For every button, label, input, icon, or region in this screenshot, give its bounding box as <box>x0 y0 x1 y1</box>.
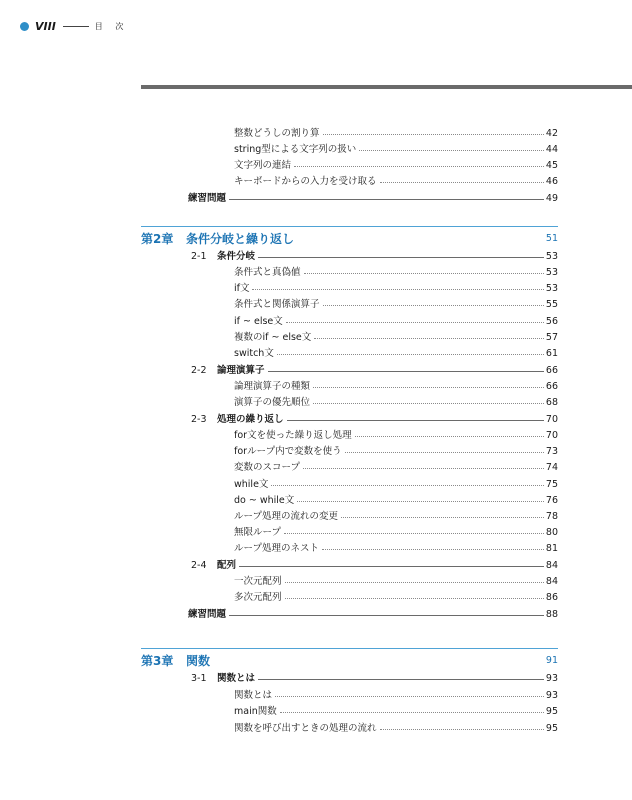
header-title: 目 次 <box>94 21 129 31</box>
toc-item[interactable]: 条件式と関係演算子 55 <box>234 299 558 310</box>
toc-section[interactable]: 2-1 条件分岐 53 <box>191 251 558 262</box>
toc-item[interactable]: 整数どうしの割り算 42 <box>234 128 558 139</box>
toc-item[interactable]: 無限ループ 80 <box>234 527 558 538</box>
chapter-heading[interactable]: 第2章 条件分岐と繰り返し 51 <box>141 226 558 249</box>
running-header <box>20 19 128 33</box>
toc-item[interactable]: if ~ else文 56 <box>234 316 558 327</box>
toc-item[interactable]: forループ内で変数を使う 73 <box>234 446 558 457</box>
toc-section[interactable]: 2-2 論理演算子 66 <box>191 365 558 376</box>
toc-item[interactable]: ループ処理のネスト 81 <box>234 543 558 554</box>
toc-item[interactable]: 一次元配列 84 <box>234 576 558 587</box>
toc-item[interactable]: 条件式と真偽値 53 <box>234 267 558 278</box>
toc-item[interactable]: do ~ while文 76 <box>234 495 558 506</box>
toc-item[interactable]: string型による文字列の扱い 44 <box>234 144 558 155</box>
toc-item[interactable]: for文を使った繰り返し処理 70 <box>234 430 558 441</box>
toc-item[interactable]: switch文 61 <box>234 348 558 359</box>
top-divider-bar <box>141 85 632 89</box>
toc-exercises[interactable]: 練習問題 88 <box>188 609 558 620</box>
toc-item[interactable]: while文 75 <box>234 479 558 490</box>
toc-item[interactable]: if文 53 <box>234 283 558 294</box>
bullet-dot-icon <box>20 22 29 31</box>
toc-item[interactable]: 関数とは 93 <box>234 690 558 701</box>
toc-item[interactable]: キーボードからの入力を受け取る 46 <box>234 176 558 187</box>
toc-item[interactable]: main関数 95 <box>234 706 558 717</box>
toc-section[interactable]: 2-3 処理の繰り返し 70 <box>191 414 558 425</box>
toc-item[interactable]: 変数のスコープ 74 <box>234 462 558 473</box>
toc-section[interactable]: 3-1 関数とは 93 <box>191 673 558 684</box>
toc-item[interactable]: ループ処理の流れの変更 78 <box>234 511 558 522</box>
header-rule <box>63 26 89 27</box>
toc-item[interactable]: 複数のif ~ else文 57 <box>234 332 558 343</box>
toc-item[interactable]: 関数を呼び出すときの処理の流れ 95 <box>234 723 558 734</box>
toc-section[interactable]: 2-4 配列 84 <box>191 560 558 571</box>
page-number: VIII <box>35 19 56 33</box>
toc-item[interactable]: 演算子の優先順位 68 <box>234 397 558 408</box>
toc-item[interactable]: 文字列の連結 45 <box>234 160 558 171</box>
chapter-heading[interactable]: 第3章 関数 91 <box>141 648 558 671</box>
toc-item[interactable]: 多次元配列 86 <box>234 592 558 603</box>
toc-exercises[interactable]: 練習問題 49 <box>188 193 558 204</box>
toc-item[interactable]: 論理演算子の種類 66 <box>234 381 558 392</box>
